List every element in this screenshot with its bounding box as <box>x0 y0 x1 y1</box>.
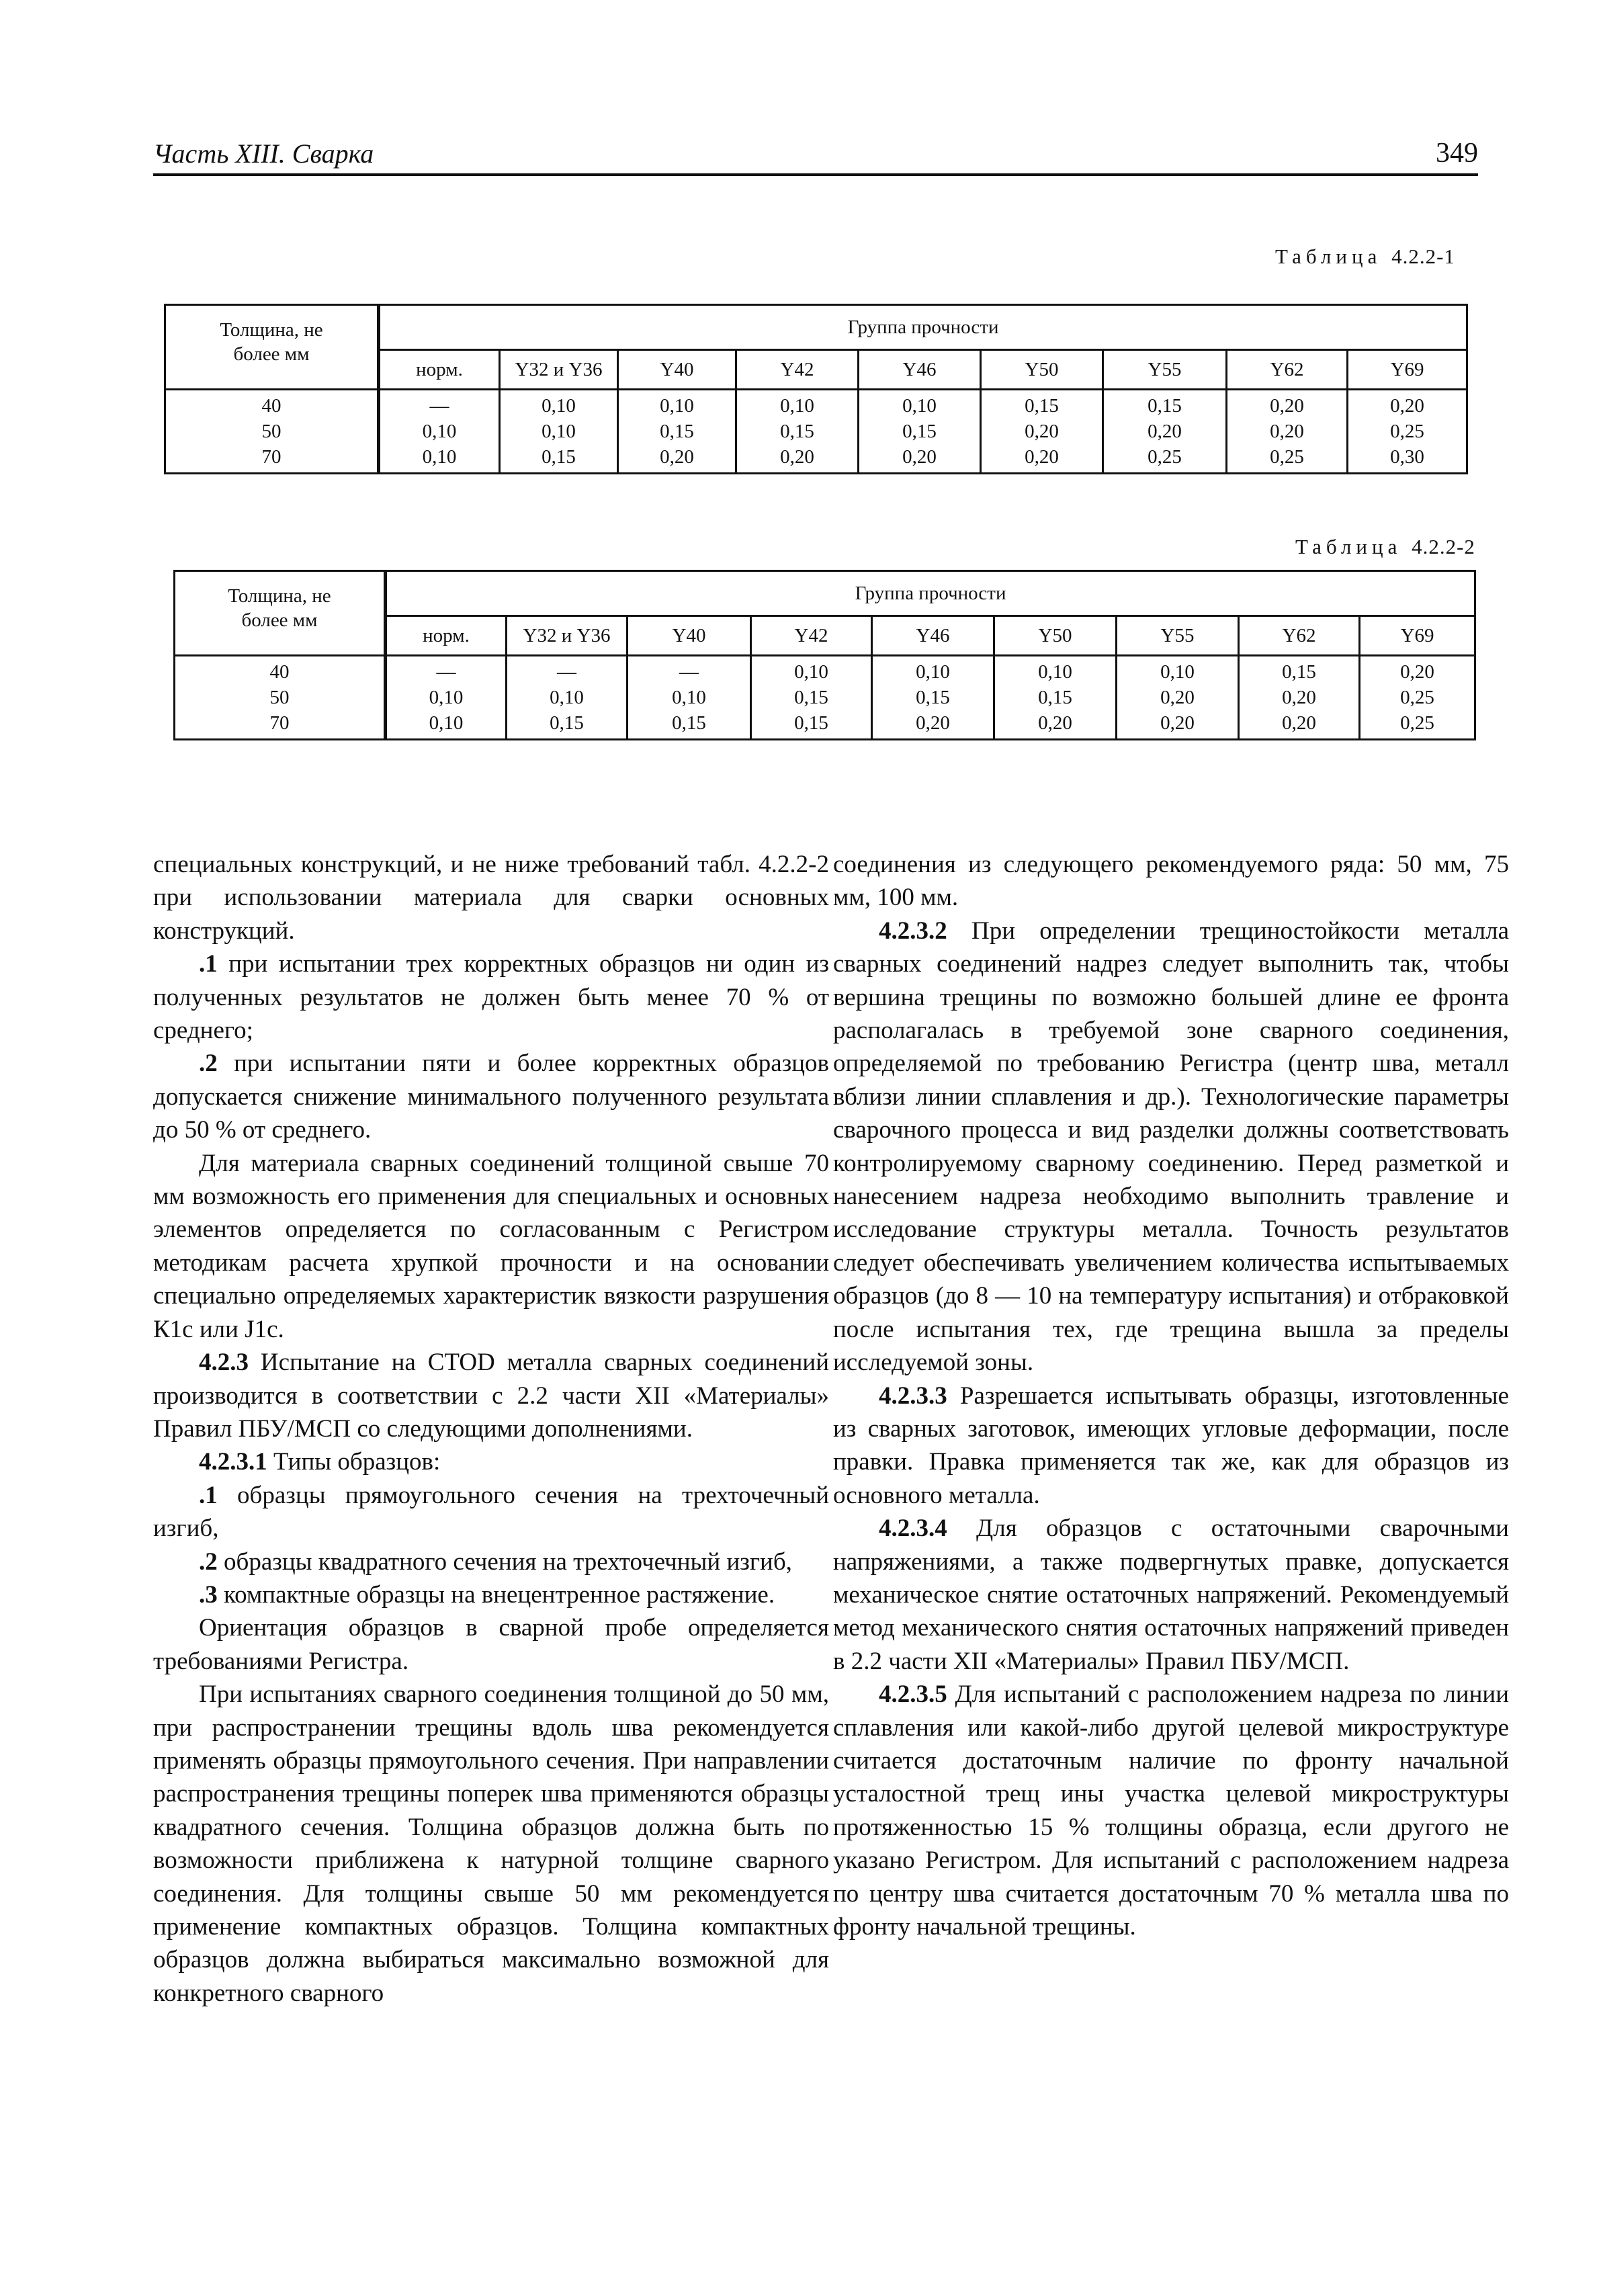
value-cell: 0,10 0,15 0,20 <box>859 390 981 474</box>
paragraph: соединения из следующего рекомендуемого ряда: 50 мм, 75 мм, 100 мм. <box>833 851 1509 912</box>
value-cell: — 0,10 0,10 <box>379 390 500 474</box>
paragraph: .1 при испытании трех корректных образцов ни один из полученных результатов не должен быть менее 70 % от среднего; <box>153 950 829 1045</box>
thickness-header: Толщина, не более мм <box>165 305 379 390</box>
column-header: Y69 <box>1360 616 1475 656</box>
column-header: Y46 <box>859 350 981 390</box>
value-cell: 0,15 0,20 0,25 <box>1103 390 1227 474</box>
paragraph: При испытаниях сварного соединения толщиной до 50 мм, при распространении трещины вдоль шва рекомендуется применять образцы прямоугольного сечения. При направлении распространения трещины поперек шва применяются образцы квадратного сечения. Толщина образцов должна быть по возможности приближена к натурной толщине сварного соединения. Для толщины свыше 50 мм рекомендуется применение компактных образцов. Толщина компактных образцов должна выбираться максимально возможной для конкретного сварного <box>153 1681 829 2007</box>
value-cell: — 0,10 0,10 <box>386 656 507 740</box>
value-cell: 0,20 0,20 0,25 <box>1227 390 1348 474</box>
table-caption-number: 4.2.2-1 <box>1391 245 1455 268</box>
strength-table-1 <box>164 304 1468 474</box>
column-header: Y32 и Y36 <box>500 350 618 390</box>
value-cell: 0,10 0,15 0,20 <box>994 656 1117 740</box>
table-caption <box>1295 535 1475 559</box>
value-cell: — 0,10 0,15 <box>507 656 628 740</box>
value-cell: 0,10 0,15 0,20 <box>736 390 859 474</box>
value-cell: 0,10 0,10 0,15 <box>500 390 618 474</box>
text-column-left <box>153 848 829 2010</box>
table-caption-word: Таблица <box>1295 535 1402 558</box>
paragraph: Для материала сварных соединений толщиной свыше 70 мм возможность его применения для специальных и основных элементов определяется по согласованным с Регистром методикам расчета хрупкой прочности и на основании специально определяемых характеристик вязкости разрушения К1с или J1с. <box>153 1149 829 1343</box>
thickness-cell: 40 50 70 <box>175 656 386 740</box>
strength-group-header: Группа прочности <box>379 305 1467 350</box>
column-header: Y40 <box>618 350 736 390</box>
column-header: норм. <box>379 350 500 390</box>
paragraph: .2 образцы квадратного сечения на трехточечный изгиб, <box>199 1547 792 1576</box>
paragraph: .1 образцы прямоугольного сечения на трехточечный изгиб, <box>153 1481 829 1543</box>
strength-group-header: Группа прочности <box>386 571 1475 616</box>
column-header: Y40 <box>628 616 751 656</box>
value-cell: 0,20 0,25 0,30 <box>1348 390 1467 474</box>
paragraph: 4.2.3 Испытание на CTOD металла сварных соединений производится в соответствии с 2.2 части XII «Материалы» Правил ПБУ/МСП со следующими дополнениями. <box>153 1349 829 1443</box>
paragraph: специальных конструкций, и не ниже требований табл. 4.2.2-2 при использовании материала для сварки основных конструкций. <box>153 851 829 945</box>
value-cell: 0,10 0,15 0,20 <box>618 390 736 474</box>
column-header: Y69 <box>1348 350 1467 390</box>
table-caption-word: Таблица <box>1275 245 1382 268</box>
paragraph: 4.2.3.3 Разрешается испытывать образцы, изготовленные из сварных заготовок, имеющих угловые деформации, после правки. Правка применяется так же, как для образцов из основного металла. <box>833 1381 1509 1509</box>
value-cell: 0,15 0,20 0,20 <box>1239 656 1360 740</box>
column-header: Y46 <box>872 616 994 656</box>
value-cell: 0,10 0,15 0,15 <box>751 656 872 740</box>
strength-table-2 <box>173 570 1476 740</box>
thickness-header: Толщина, не более мм <box>175 571 386 656</box>
thickness-cell: 40 50 70 <box>165 390 379 474</box>
value-cell: 0,10 0,20 0,20 <box>1117 656 1239 740</box>
paragraph: 4.2.3.1 Типы образцов: <box>199 1448 441 1476</box>
column-header: Y42 <box>751 616 872 656</box>
paragraph: .2 при испытании пяти и более корректных образцов допускается снижение минимального полученного результата до 50 % от среднего. <box>153 1050 829 1144</box>
column-header: Y62 <box>1239 616 1360 656</box>
value-cell: 0,20 0,25 0,25 <box>1360 656 1475 740</box>
column-header: Y50 <box>994 616 1117 656</box>
column-header: Y32 и Y36 <box>507 616 628 656</box>
page-header <box>153 132 1478 176</box>
column-header: Y62 <box>1227 350 1348 390</box>
table-caption <box>1275 245 1455 269</box>
paragraph: 4.2.3.2 При определении трещиностойкости металла сварных соединений надрез следует выполнить так, чтобы вершина трещины по возможно большей длине ее фронта располагалась в требуемой зоне сварного соединения, определяемой по требованию Регистра (центр шва, металл вблизи линии сплавления и др.). Технологические параметры сварочного процесса и вид разделки должны соответствовать контролируемому сварному соединению. Перед разметкой и нанесением надреза необходимо выполнить травление и исследование структуры металла. Точность результатов следует обеспечивать увеличением количества испытываемых образцов (до 8 — 10 на температуру испытания) и отбраковкой после испытания тех, где трещина вышла за пределы исследуемой зоны. <box>833 917 1509 1377</box>
table-row <box>165 390 1467 474</box>
paragraph: Ориентация образцов в сварной пробе определяется требованиями Регистра. <box>153 1614 829 1675</box>
paragraph: .3 компактные образцы на внецентренное растяжение. <box>199 1580 775 1609</box>
text-column-right <box>833 848 1509 1943</box>
value-cell: — 0,10 0,15 <box>628 656 751 740</box>
column-header: Y55 <box>1117 616 1239 656</box>
value-cell: 0,15 0,20 0,20 <box>981 390 1103 474</box>
column-header: норм. <box>386 616 507 656</box>
page-number: 349 <box>1436 138 1478 169</box>
column-header: Y50 <box>981 350 1103 390</box>
column-header: Y55 <box>1103 350 1227 390</box>
table-row <box>175 656 1475 740</box>
table-caption-number: 4.2.2-2 <box>1412 535 1475 558</box>
column-header: Y42 <box>736 350 859 390</box>
paragraph: 4.2.3.5 Для испытаний с расположением надреза по линии сплавления или какой-либо другой целевой микроструктуре считается достаточным наличие по фронту начальной усталостной трещ ины участка целевой микроструктуры протяженностью 15 % толщины образца, если другого не указано Регистром. Для испытаний с расположением надреза по центру шва считается достаточным 70 % металла шва по фронту начальной трещины. <box>833 1681 1509 1941</box>
running-title: Часть XIII. Сварка <box>153 138 374 169</box>
value-cell: 0,10 0,15 0,20 <box>872 656 994 740</box>
paragraph: 4.2.3.4 Для образцов с остаточными сварочными напряжениями, а также подвергнутых правке, допускается механическое снятие остаточных напряжений. Рекомендуемый метод механического снятия остаточных напряжений приведен в 2.2 части XII «Материалы» Правил ПБУ/МСП. <box>833 1515 1509 1675</box>
